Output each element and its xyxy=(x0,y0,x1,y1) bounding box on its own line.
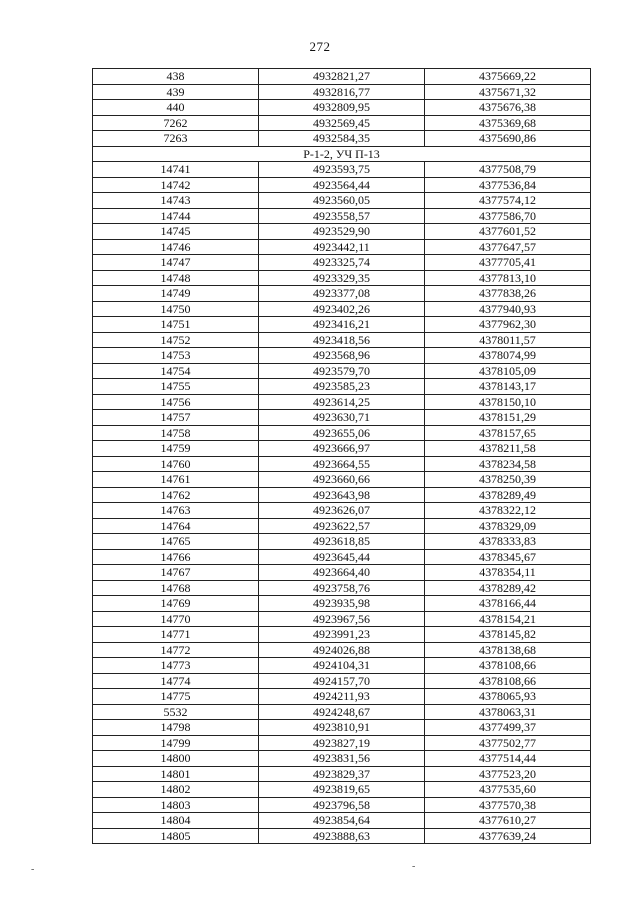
x-coordinate-cell: 4923967,56 xyxy=(259,611,425,627)
point-number-cell: 14742 xyxy=(93,177,259,193)
x-coordinate-cell: 4923593,75 xyxy=(259,162,425,178)
y-coordinate-cell: 4378150,10 xyxy=(425,394,591,410)
y-coordinate-cell: 4377601,52 xyxy=(425,224,591,240)
y-coordinate-cell: 4377610,27 xyxy=(425,813,591,829)
y-coordinate-cell: 4377813,10 xyxy=(425,270,591,286)
point-number-cell: 14754 xyxy=(93,363,259,379)
y-coordinate-cell: 4377523,20 xyxy=(425,766,591,782)
point-number-cell: 14760 xyxy=(93,456,259,472)
y-coordinate-cell: 4378333,83 xyxy=(425,534,591,550)
table-row xyxy=(93,704,591,720)
table-row xyxy=(93,611,591,627)
x-coordinate-cell: 4923325,74 xyxy=(259,255,425,271)
y-coordinate-cell: 4378250,39 xyxy=(425,472,591,488)
point-number-cell: 14762 xyxy=(93,487,259,503)
point-number-cell: 14775 xyxy=(93,689,259,705)
table-row xyxy=(93,596,591,612)
x-coordinate-cell: 4932569,45 xyxy=(259,115,425,131)
x-coordinate-cell: 4924104,31 xyxy=(259,658,425,674)
x-coordinate-cell: 4924026,88 xyxy=(259,642,425,658)
table-row xyxy=(93,255,591,271)
table-row xyxy=(93,286,591,302)
x-coordinate-cell: 4923643,98 xyxy=(259,487,425,503)
y-coordinate-cell: 4378138,68 xyxy=(425,642,591,658)
table-row xyxy=(93,689,591,705)
point-number-cell: 14798 xyxy=(93,720,259,736)
point-number-cell: 7262 xyxy=(93,115,259,131)
x-coordinate-cell: 4923402,26 xyxy=(259,301,425,317)
y-coordinate-cell: 4378108,66 xyxy=(425,673,591,689)
point-number-cell: 14768 xyxy=(93,580,259,596)
table-row xyxy=(93,565,591,581)
y-coordinate-cell: 4378211,58 xyxy=(425,441,591,457)
x-coordinate-cell: 4923827,19 xyxy=(259,735,425,751)
y-coordinate-cell: 4378143,17 xyxy=(425,379,591,395)
point-number-cell: 440 xyxy=(93,100,259,116)
x-coordinate-cell: 4924211,93 xyxy=(259,689,425,705)
y-coordinate-cell: 4377502,77 xyxy=(425,735,591,751)
table-row xyxy=(93,503,591,519)
x-coordinate-cell: 4923558,57 xyxy=(259,208,425,224)
table-row xyxy=(93,363,591,379)
table-row xyxy=(93,410,591,426)
point-number-cell: 14766 xyxy=(93,549,259,565)
table-row xyxy=(93,766,591,782)
table-row xyxy=(93,100,591,116)
x-coordinate-cell: 4923329,35 xyxy=(259,270,425,286)
scan-mark-left: - xyxy=(31,864,35,875)
table-row xyxy=(93,673,591,689)
x-coordinate-cell: 4923614,25 xyxy=(259,394,425,410)
table-row xyxy=(93,580,591,596)
table-row xyxy=(93,301,591,317)
point-number-cell: 14748 xyxy=(93,270,259,286)
point-number-cell: 14763 xyxy=(93,503,259,519)
x-coordinate-cell: 4923630,71 xyxy=(259,410,425,426)
y-coordinate-cell: 4378345,67 xyxy=(425,549,591,565)
point-number-cell: 14755 xyxy=(93,379,259,395)
point-number-cell: 5532 xyxy=(93,704,259,720)
point-number-cell: 14803 xyxy=(93,797,259,813)
x-coordinate-cell: 4923758,76 xyxy=(259,580,425,596)
y-coordinate-cell: 4378108,66 xyxy=(425,658,591,674)
point-number-cell: 14770 xyxy=(93,611,259,627)
table-row xyxy=(93,828,591,844)
x-coordinate-cell: 4932809,95 xyxy=(259,100,425,116)
point-number-cell: 14741 xyxy=(93,162,259,178)
x-coordinate-cell: 4923626,07 xyxy=(259,503,425,519)
point-number-cell: 14757 xyxy=(93,410,259,426)
point-number-cell: 14804 xyxy=(93,813,259,829)
point-number-cell: 14756 xyxy=(93,394,259,410)
point-number-cell: 14746 xyxy=(93,239,259,255)
table-row xyxy=(93,627,591,643)
table-row xyxy=(93,518,591,534)
table-row xyxy=(93,239,591,255)
table-row xyxy=(93,751,591,767)
y-coordinate-cell: 4377838,26 xyxy=(425,286,591,302)
point-number-cell: 14774 xyxy=(93,673,259,689)
point-number-cell: 14758 xyxy=(93,425,259,441)
y-coordinate-cell: 4377536,84 xyxy=(425,177,591,193)
y-coordinate-cell: 4377586,70 xyxy=(425,208,591,224)
y-coordinate-cell: 4377962,30 xyxy=(425,317,591,333)
y-coordinate-cell: 4378322,12 xyxy=(425,503,591,519)
x-coordinate-cell: 4923377,08 xyxy=(259,286,425,302)
table-row xyxy=(93,487,591,503)
y-coordinate-cell: 4375676,38 xyxy=(425,100,591,116)
x-coordinate-cell: 4924157,70 xyxy=(259,673,425,689)
x-coordinate-cell: 4923585,23 xyxy=(259,379,425,395)
y-coordinate-cell: 4378234,58 xyxy=(425,456,591,472)
x-coordinate-cell: 4923655,06 xyxy=(259,425,425,441)
table-row xyxy=(93,131,591,147)
table-row xyxy=(93,348,591,364)
table-row xyxy=(93,193,591,209)
table-row xyxy=(93,472,591,488)
point-number-cell: 14751 xyxy=(93,317,259,333)
table-row xyxy=(93,394,591,410)
table-row xyxy=(93,735,591,751)
x-coordinate-cell: 4923416,21 xyxy=(259,317,425,333)
x-coordinate-cell: 4923664,55 xyxy=(259,456,425,472)
point-number-cell: 14745 xyxy=(93,224,259,240)
y-coordinate-cell: 4378145,82 xyxy=(425,627,591,643)
x-coordinate-cell: 4932821,27 xyxy=(259,69,425,85)
y-coordinate-cell: 4378329,09 xyxy=(425,518,591,534)
y-coordinate-cell: 4377647,57 xyxy=(425,239,591,255)
x-coordinate-cell: 4923645,44 xyxy=(259,549,425,565)
point-number-cell: 14744 xyxy=(93,208,259,224)
table-row xyxy=(93,720,591,736)
x-coordinate-cell: 4923810,91 xyxy=(259,720,425,736)
x-coordinate-cell: 4923564,44 xyxy=(259,177,425,193)
y-coordinate-cell: 4378151,29 xyxy=(425,410,591,426)
point-number-cell: 7263 xyxy=(93,131,259,147)
y-coordinate-cell: 4375669,22 xyxy=(425,69,591,85)
point-number-cell: 14749 xyxy=(93,286,259,302)
y-coordinate-cell: 4375671,32 xyxy=(425,84,591,100)
point-number-cell: 14764 xyxy=(93,518,259,534)
point-number-cell: 14750 xyxy=(93,301,259,317)
point-number-cell: 14747 xyxy=(93,255,259,271)
y-coordinate-cell: 4377514,44 xyxy=(425,751,591,767)
table-row xyxy=(93,84,591,100)
table-row xyxy=(93,332,591,348)
table-row xyxy=(93,813,591,829)
x-coordinate-cell: 4923664,40 xyxy=(259,565,425,581)
section-label: Р-1-2, УЧ П-13 xyxy=(93,146,591,162)
table-row xyxy=(93,208,591,224)
x-coordinate-cell: 4923618,85 xyxy=(259,534,425,550)
table-row xyxy=(93,642,591,658)
table-row xyxy=(93,534,591,550)
point-number-cell: 14767 xyxy=(93,565,259,581)
point-number-cell: 14800 xyxy=(93,751,259,767)
y-coordinate-cell: 4378154,21 xyxy=(425,611,591,627)
x-coordinate-cell: 4932816,77 xyxy=(259,84,425,100)
y-coordinate-cell: 4378063,31 xyxy=(425,704,591,720)
y-coordinate-cell: 4377499,37 xyxy=(425,720,591,736)
x-coordinate-cell: 4923560,05 xyxy=(259,193,425,209)
point-number-cell: 14765 xyxy=(93,534,259,550)
table-row xyxy=(93,69,591,85)
table-row xyxy=(93,162,591,178)
y-coordinate-cell: 4378011,57 xyxy=(425,332,591,348)
point-number-cell: 14801 xyxy=(93,766,259,782)
y-coordinate-cell: 4378065,93 xyxy=(425,689,591,705)
table-row xyxy=(93,379,591,395)
table-row xyxy=(93,441,591,457)
point-number-cell: 14771 xyxy=(93,627,259,643)
x-coordinate-cell: 4923854,64 xyxy=(259,813,425,829)
point-number-cell: 14772 xyxy=(93,642,259,658)
table-row xyxy=(93,224,591,240)
x-coordinate-cell: 4923442,11 xyxy=(259,239,425,255)
point-number-cell: 439 xyxy=(93,84,259,100)
coordinates-table-body xyxy=(93,69,591,844)
scan-mark-right: - xyxy=(412,861,416,872)
table-row xyxy=(93,270,591,286)
x-coordinate-cell: 4923622,57 xyxy=(259,518,425,534)
y-coordinate-cell: 4377940,93 xyxy=(425,301,591,317)
y-coordinate-cell: 4375369,68 xyxy=(425,115,591,131)
page-number: 272 xyxy=(309,39,331,54)
table-row xyxy=(93,317,591,333)
table-row xyxy=(93,797,591,813)
x-coordinate-cell: 4923991,23 xyxy=(259,627,425,643)
y-coordinate-cell: 4378105,09 xyxy=(425,363,591,379)
table-row xyxy=(93,549,591,565)
x-coordinate-cell: 4923660,66 xyxy=(259,472,425,488)
x-coordinate-cell: 4923796,58 xyxy=(259,797,425,813)
y-coordinate-cell: 4378289,42 xyxy=(425,580,591,596)
table-row xyxy=(93,658,591,674)
x-coordinate-cell: 4924248,67 xyxy=(259,704,425,720)
section-header-row xyxy=(93,146,591,162)
x-coordinate-cell: 4923819,65 xyxy=(259,782,425,798)
table-row xyxy=(93,782,591,798)
x-coordinate-cell: 4932584,35 xyxy=(259,131,425,147)
point-number-cell: 14805 xyxy=(93,828,259,844)
y-coordinate-cell: 4377639,24 xyxy=(425,828,591,844)
x-coordinate-cell: 4923418,56 xyxy=(259,332,425,348)
y-coordinate-cell: 4378166,44 xyxy=(425,596,591,612)
table-row xyxy=(93,115,591,131)
y-coordinate-cell: 4378289,49 xyxy=(425,487,591,503)
y-coordinate-cell: 4378157,65 xyxy=(425,425,591,441)
point-number-cell: 14753 xyxy=(93,348,259,364)
table-row xyxy=(93,456,591,472)
point-number-cell: 14743 xyxy=(93,193,259,209)
y-coordinate-cell: 4377574,12 xyxy=(425,193,591,209)
x-coordinate-cell: 4923829,37 xyxy=(259,766,425,782)
table-row xyxy=(93,177,591,193)
point-number-cell: 14759 xyxy=(93,441,259,457)
y-coordinate-cell: 4375690,86 xyxy=(425,131,591,147)
point-number-cell: 14761 xyxy=(93,472,259,488)
x-coordinate-cell: 4923831,56 xyxy=(259,751,425,767)
table-row xyxy=(93,425,591,441)
point-number-cell: 438 xyxy=(93,69,259,85)
y-coordinate-cell: 4377535,60 xyxy=(425,782,591,798)
x-coordinate-cell: 4923666,97 xyxy=(259,441,425,457)
y-coordinate-cell: 4377705,41 xyxy=(425,255,591,271)
y-coordinate-cell: 4378354,11 xyxy=(425,565,591,581)
point-number-cell: 14769 xyxy=(93,596,259,612)
y-coordinate-cell: 4377570,38 xyxy=(425,797,591,813)
point-number-cell: 14799 xyxy=(93,735,259,751)
y-coordinate-cell: 4378074,99 xyxy=(425,348,591,364)
x-coordinate-cell: 4923529,90 xyxy=(259,224,425,240)
y-coordinate-cell: 4377508,79 xyxy=(425,162,591,178)
x-coordinate-cell: 4923568,96 xyxy=(259,348,425,364)
x-coordinate-cell: 4923579,70 xyxy=(259,363,425,379)
point-number-cell: 14802 xyxy=(93,782,259,798)
point-number-cell: 14773 xyxy=(93,658,259,674)
x-coordinate-cell: 4923888,63 xyxy=(259,828,425,844)
coordinates-table xyxy=(92,68,591,844)
x-coordinate-cell: 4923935,98 xyxy=(259,596,425,612)
point-number-cell: 14752 xyxy=(93,332,259,348)
